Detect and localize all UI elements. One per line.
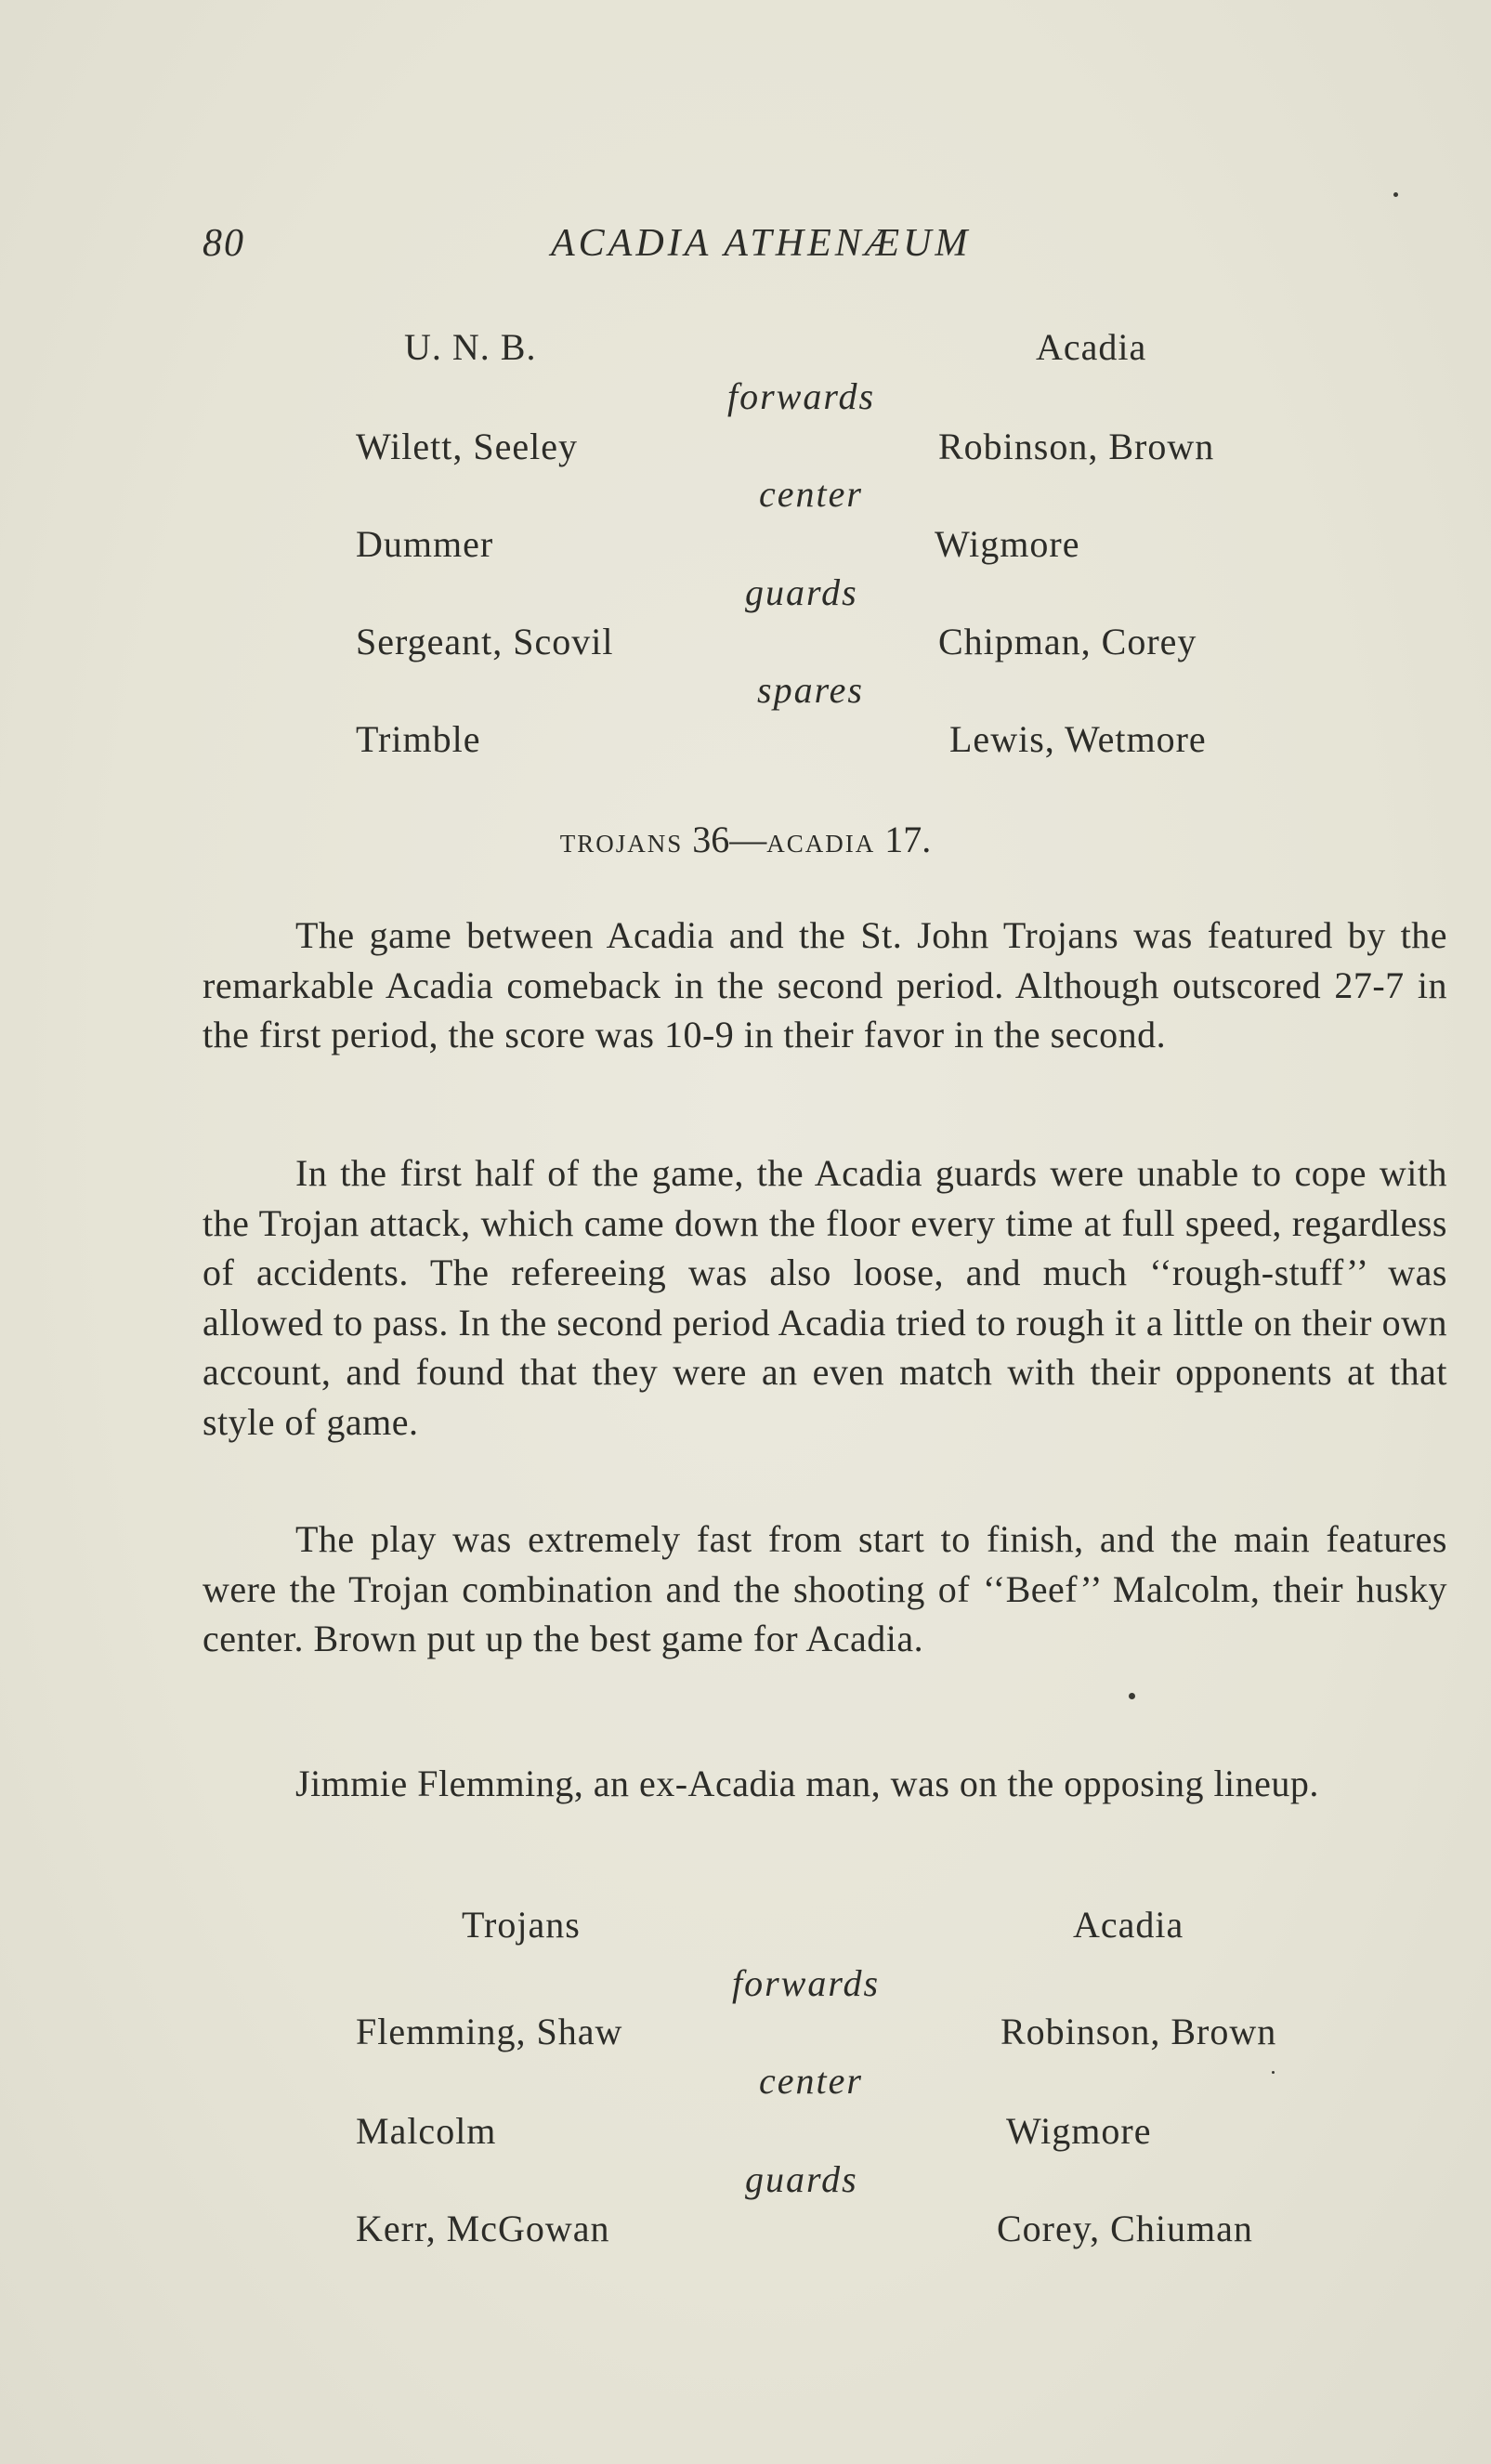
lineup-player-left: Wilett, Seeley	[356, 426, 578, 467]
lineup-position-label: forwards	[727, 375, 876, 417]
lineup-position-label: guards	[745, 571, 858, 613]
paragraph: Jimmie Flemming, an ex-Acadia man, was on the opposing lineup.	[295, 1763, 1319, 1804]
lineup-player-right: Wigmore	[1006, 2110, 1152, 2152]
lineup-player-left: Flemming, Shaw	[356, 2011, 623, 2052]
lineup-player-right: Chipman, Corey	[938, 621, 1197, 662]
lineup-player-left: Sergeant, Scovil	[356, 621, 614, 662]
lineup-team-left: Trojans	[462, 1904, 581, 1946]
lineup-player-left: Dummer	[356, 523, 494, 565]
scan-speck	[1129, 1693, 1135, 1699]
score-heading	[0, 818, 1491, 861]
scan-speck	[1393, 192, 1398, 197]
lineup-position-label: center	[759, 473, 863, 515]
page-number: 80	[203, 222, 245, 265]
paragraph: The play was extremely fast from start to finish, and the main features were the Trojan combination and the shooting of ‘‘Beef’’ Malcolm, their husky center. Brown put up the best game for Acadia.	[203, 1518, 1447, 1659]
score-team-1: TROJANS	[559, 830, 684, 858]
lineup-player-right: Lewis, Wetmore	[949, 718, 1207, 760]
score-team-2: ACADIA	[766, 830, 876, 858]
lineup-position-label: guards	[745, 2158, 858, 2200]
score-value-1: 36—	[692, 819, 767, 860]
lineup-player-left: Malcolm	[356, 2110, 497, 2152]
lineup-player-right: Wigmore	[935, 523, 1080, 565]
score-value-2: 17.	[884, 819, 932, 860]
lineup-player-right: Robinson, Brown	[938, 426, 1215, 467]
lineup-position-label: spares	[757, 669, 864, 711]
scan-speck	[1272, 2071, 1275, 2074]
paragraph: The game between Acadia and the St. John Trojans was featured by the remarkable Acadia comeback in the second period. Although outscored 27-7 in the first period, the score was 10-9 in their favor in the second.	[203, 914, 1447, 1055]
lineup-player-left: Trimble	[356, 718, 481, 760]
lineup-team-right: Acadia	[1073, 1904, 1184, 1946]
lineup-team-left: U. N. B.	[404, 326, 537, 368]
paragraph: In the first half of the game, the Acadia guards were unable to cope with the Trojan attack, which came down the floor every time at full speed, regardless of accidents. The refereeing was also loose, and much ‘‘rough-stuff’’ was allowed to pass. In the second period Acadia tried to rough it a little on their own account, and found that they were an even match with their opponents at that style of game.	[203, 1152, 1447, 1443]
running-title: ACADIA ATHENÆUM	[551, 222, 972, 265]
lineup-position-label: center	[759, 2060, 863, 2102]
lineup-player-right: Robinson, Brown	[1001, 2011, 1277, 2052]
lineup-team-right: Acadia	[1036, 326, 1147, 368]
lineup-player-right: Corey, Chiuman	[997, 2208, 1253, 2249]
page-header	[203, 221, 1131, 277]
lineup-position-label: forwards	[732, 1962, 881, 2004]
lineup-player-left: Kerr, McGowan	[356, 2208, 610, 2249]
